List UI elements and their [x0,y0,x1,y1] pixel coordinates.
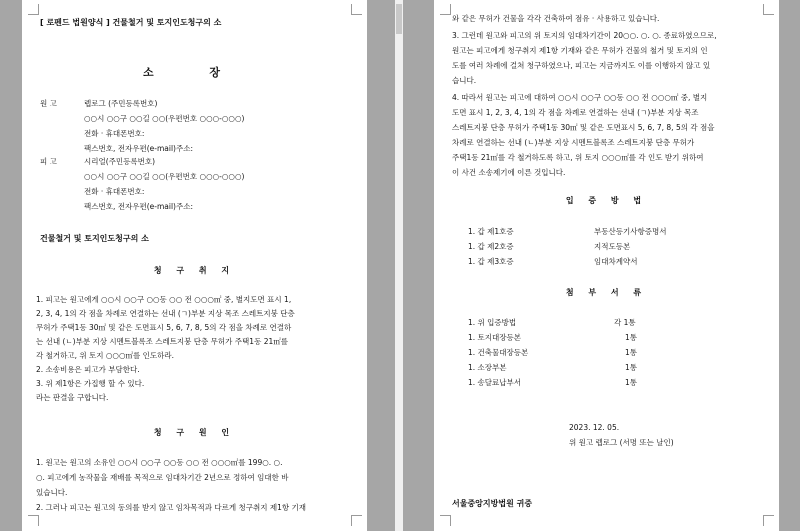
evidence-no: 1. 갑 제3호증 [468,257,514,266]
defendant-address: ○○시 ○○구 ○○길 ○○(우편번호 ○○○-○○○) [84,172,245,181]
defendant-fax: 팩스번호, 전자우편(e-mail)주소: [84,202,193,211]
scrollbar[interactable] [395,0,403,531]
attachment-count: 1통 [625,363,638,372]
claim-line: 각 철거하고, 위 토지 ○○○㎡를 인도하라. [36,351,175,360]
attachment-name: 1. 소장부본 [468,363,507,372]
evidence-no: 1. 갑 제1호증 [468,227,514,236]
evidence-no: 1. 갑 제2호증 [468,242,514,251]
evidence-name: 부동산등기사항증명서 [594,227,667,236]
cause-line: 있습니다. [36,488,68,497]
claim-line: 3. 위 제1항은 가집행 할 수 있다. [36,379,145,388]
attachment-count: 1통 [625,348,638,357]
plaintiff-fax: 팩스번호, 전자우편(e-mail)주소: [84,144,193,153]
attachment-count: 1통 [625,333,638,342]
claim-line: 2. 소송비용은 피고가 부담한다. [36,365,140,374]
cause-line: 스레트지붕 단층 무허가 주택1동 30㎡ 및 같은 도면표시 5, 6, 7, 8, 5의 각 점을 [452,123,715,132]
attachment-name: 1. 건축물대장등본 [468,348,529,357]
plaintiff-phone: 전화 · 휴대폰번호: [84,129,145,138]
attachments-heading: 첨 부 서 류 [565,288,648,297]
crop-mark [763,515,774,526]
crop-mark [351,515,362,526]
plaintiff-name: 렙로그 (주민등록번호) [84,99,158,108]
cause-line: 3. 그런데 원고와 피고의 위 토지의 임대차기간이 20○○. ○. ○. 종료하였으므로, [452,31,717,40]
filing-date: 2023. 12. 05. [569,423,620,432]
document-title: 소 장 [142,66,247,79]
plaintiff-address: ○○시 ○○구 ○○길 ○○(우편번호 ○○○-○○○) [84,114,245,123]
cause-line: 와 같은 무허가 건물을 각각 건축하여 점유 · 사용하고 있습니다. [452,14,660,23]
cause-heading: 청 구 원 인 [153,428,236,437]
claim-line: 라는 판결을 구합니다. [36,393,109,402]
cause-line: 2. 그러나 피고는 원고의 동의를 받지 않고 임차목적과 다르게 청구취지 제1항 기재 [36,503,306,512]
defendant-name: 시리얼(주민등록번호) [84,157,156,166]
attachment-count: 각 1통 [614,318,636,327]
cause-line: 습니다. [452,76,477,85]
defendant-phone: 전화 · 휴대폰번호: [84,187,145,196]
cause-line: 이 사건 소송제기에 이른 것입니다. [452,168,566,177]
document-page-right [434,0,779,531]
document-page-left [22,0,367,531]
crop-mark [28,515,39,526]
crop-mark [440,4,451,15]
court-name: 서울중앙지방법원 귀중 [452,499,533,508]
cause-line: 1. 원고는 원고의 소유인 ○○시 ○○구 ○○동 ○○ 전 ○○○㎡를 199○. ○. [36,458,283,467]
claim-line: 2, 3, 4, 1의 각 점을 차례로 연결하는 선내 (ㄱ)부분 지상 목조 스레트지붕 단층 [36,309,295,318]
evidence-name: 임대차계약서 [594,257,638,266]
crop-mark [440,515,451,526]
attachment-name: 1. 송달료납부서 [468,378,522,387]
cause-line: 원고는 피고에게 청구취지 제1항 기재와 같은 무허가 건물의 철거 및 토지의 인 [452,46,708,55]
crop-mark [351,4,362,15]
cause-line: 차례로 연결하는 선내 (ㄴ)부분 지상 시멘트블록조 스레트지붕 단층 무허가 [452,138,695,147]
cause-line: 4. 따라서 원고는 피고에 대하여 ○○시 ○○구 ○○동 ○○ 전 ○○○㎡ 중, 별지 [452,93,708,102]
cause-line: 도면 표시 1, 2, 3, 4, 1의 각 점을 차례로 연결하는 선내 (ㄱ)부분 지상 목조 [452,108,699,117]
form-header: [ 로펜드 법원양식 ] 건물철거 및 토지인도청구의 소 [40,18,222,27]
cause-line: 도를 여러 차례에 걸쳐 청구하였으나, 피고는 지금까지도 이를 이행하지 않고 있 [452,61,711,70]
claim-line: 는 선내 (ㄴ)부분 지상 시멘트블록조 스레트지붕 단층 무허가 주택1동 21㎡를 [36,337,288,346]
claim-line: 무허가 주택1동 30㎡ 및 같은 도면표시 5, 6, 7, 8, 5의 각 점을 차례로 연결하 [36,323,292,332]
crop-mark [763,4,774,15]
cause-line: ○. 피고에게 농작물을 재배를 목적으로 임대차기간 2년으로 정하여 임대한 바 [36,473,289,482]
signer-line: 위 원고 렙로그 (서명 또는 날인) [569,438,674,447]
defendant-role: 피 고 [40,157,57,166]
scrollbar-thumb[interactable] [396,4,402,34]
cause-line: 주택1동 21㎡를 각 철거하도록 하고, 위 토지 ○○○㎡를 각 인도 받기 위하여 [452,153,704,162]
claim-heading: 청 구 취 지 [153,266,236,275]
plaintiff-role: 원 고 [40,99,57,108]
evidence-name: 지적도등본 [594,242,631,251]
crop-mark [28,4,39,15]
attachment-name: 1. 위 입증방법 [468,318,517,327]
attachment-name: 1. 토지대장등본 [468,333,522,342]
attachment-count: 1통 [625,378,638,387]
case-name: 건물철거 및 토지인도청구의 소 [40,234,149,243]
evidence-heading: 입 증 방 법 [565,196,648,205]
claim-line: 1. 피고는 원고에게 ○○시 ○○구 ○○동 ○○ 전 ○○○㎡ 중, 별지도면 표시 1, [36,295,292,304]
